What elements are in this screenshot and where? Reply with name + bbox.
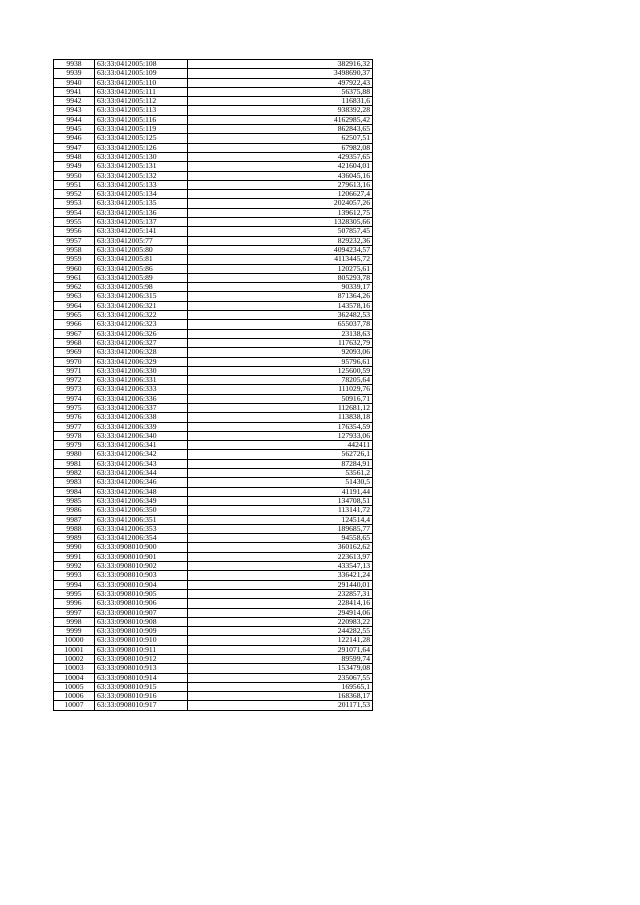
value-cell: 120275,61 xyxy=(188,264,373,273)
cadastral-number-cell: 63:33:0412005:137 xyxy=(95,218,188,227)
cadastral-number-cell: 63:33:0412006:322 xyxy=(95,311,188,320)
row-number-cell: 9956 xyxy=(54,227,95,236)
row-number-cell: 9949 xyxy=(54,162,95,171)
row-number-cell: 9995 xyxy=(54,589,95,598)
value-cell: 113838,18 xyxy=(188,413,373,422)
cadastral-number-cell: 63:33:0412005:133 xyxy=(95,180,188,189)
value-cell: 169565,1 xyxy=(188,682,373,691)
table-row xyxy=(54,87,373,96)
table-row xyxy=(54,162,373,171)
table-row xyxy=(54,394,373,403)
row-number-cell: 9977 xyxy=(54,422,95,431)
row-number-cell: 9973 xyxy=(54,385,95,394)
value-cell: 3498690,37 xyxy=(188,69,373,78)
row-number-cell: 9985 xyxy=(54,496,95,505)
value-cell: 113141,72 xyxy=(188,506,373,515)
table-row xyxy=(54,311,373,320)
value-cell: 112681,12 xyxy=(188,403,373,412)
value-cell: 125600,59 xyxy=(188,366,373,375)
row-number-cell: 9966 xyxy=(54,320,95,329)
value-cell: 442411 xyxy=(188,441,373,450)
value-cell: 67982,08 xyxy=(188,143,373,152)
table-row xyxy=(54,60,373,69)
value-cell: 223613,97 xyxy=(188,552,373,561)
row-number-cell: 9986 xyxy=(54,506,95,515)
row-number-cell: 10005 xyxy=(54,682,95,691)
value-cell: 56375,88 xyxy=(188,87,373,96)
cadastral-number-cell: 63:33:0412005:135 xyxy=(95,199,188,208)
row-number-cell: 9979 xyxy=(54,441,95,450)
row-number-cell: 9996 xyxy=(54,599,95,608)
cadastral-number-cell: 63:33:0412006:354 xyxy=(95,534,188,543)
value-cell: 41191,44 xyxy=(188,487,373,496)
cadastral-number-cell: 63:33:0412006:344 xyxy=(95,469,188,478)
table-row xyxy=(54,143,373,152)
table-row xyxy=(54,478,373,487)
table-row xyxy=(54,134,373,143)
value-cell: 360162,62 xyxy=(188,543,373,552)
row-number-cell: 9962 xyxy=(54,283,95,292)
row-number-cell: 9952 xyxy=(54,190,95,199)
table-row xyxy=(54,692,373,701)
cadastral-number-cell: 63:33:0412006:351 xyxy=(95,515,188,524)
row-number-cell: 9994 xyxy=(54,580,95,589)
value-cell: 117632,79 xyxy=(188,338,373,347)
value-cell: 50916,71 xyxy=(188,394,373,403)
value-cell: 62507,51 xyxy=(188,134,373,143)
value-cell: 111029,76 xyxy=(188,385,373,394)
cadastral-number-cell: 63:33:0412006:321 xyxy=(95,301,188,310)
table-row xyxy=(54,283,373,292)
value-cell: 2024057,26 xyxy=(188,199,373,208)
row-number-cell: 9976 xyxy=(54,413,95,422)
value-cell: 89599,74 xyxy=(188,655,373,664)
cadastral-number-cell: 63:33:0412005:119 xyxy=(95,125,188,134)
table-row xyxy=(54,403,373,412)
row-number-cell: 9943 xyxy=(54,106,95,115)
cadastral-number-cell: 63:33:0908010:912 xyxy=(95,655,188,664)
value-cell: 232857,31 xyxy=(188,589,373,598)
cadastral-number-cell: 63:33:0412005:134 xyxy=(95,190,188,199)
value-cell: 805293,78 xyxy=(188,273,373,282)
value-cell: 433547,13 xyxy=(188,562,373,571)
cadastral-number-cell: 63:33:0412006:328 xyxy=(95,348,188,357)
cadastral-number-cell: 63:33:0908010:904 xyxy=(95,580,188,589)
cadastral-number-cell: 63:33:0412005:132 xyxy=(95,171,188,180)
cadastral-number-cell: 63:33:0412005:77 xyxy=(95,236,188,245)
table-row xyxy=(54,450,373,459)
table-row xyxy=(54,255,373,264)
table-row xyxy=(54,264,373,273)
cadastral-number-cell: 63:33:0412005:136 xyxy=(95,208,188,217)
value-cell: 53561,2 xyxy=(188,469,373,478)
cadastral-number-cell: 63:33:0908010:907 xyxy=(95,608,188,617)
row-number-cell: 9954 xyxy=(54,208,95,217)
table-row xyxy=(54,543,373,552)
table-row xyxy=(54,329,373,338)
value-cell: 92093,06 xyxy=(188,348,373,357)
cadastral-number-cell: 63:33:0412006:340 xyxy=(95,431,188,440)
row-number-cell: 9944 xyxy=(54,115,95,124)
value-cell: 507857,45 xyxy=(188,227,373,236)
cadastral-number-cell: 63:33:0908010:908 xyxy=(95,617,188,626)
cadastral-number-cell: 63:33:0412005:89 xyxy=(95,273,188,282)
row-number-cell: 9948 xyxy=(54,152,95,161)
value-cell: 291071,64 xyxy=(188,645,373,654)
table-row xyxy=(54,208,373,217)
value-cell: 4094234,57 xyxy=(188,245,373,254)
value-cell: 562726,1 xyxy=(188,450,373,459)
cadastral-number-cell: 63:33:0908010:902 xyxy=(95,562,188,571)
row-number-cell: 9978 xyxy=(54,431,95,440)
cadastral-number-cell: 63:33:0412005:116 xyxy=(95,115,188,124)
value-cell: 168368,17 xyxy=(188,692,373,701)
table-body xyxy=(54,60,373,711)
table-row xyxy=(54,357,373,366)
cadastral-number-cell: 63:33:0908010:915 xyxy=(95,682,188,691)
value-cell: 127933,06 xyxy=(188,431,373,440)
table-row xyxy=(54,580,373,589)
cadastral-number-cell: 63:33:0908010:916 xyxy=(95,692,188,701)
row-number-cell: 10004 xyxy=(54,673,95,682)
table-row xyxy=(54,617,373,626)
cadastral-number-cell: 63:33:0412006:329 xyxy=(95,357,188,366)
row-number-cell: 9992 xyxy=(54,562,95,571)
cadastral-number-cell: 63:33:0412005:110 xyxy=(95,78,188,87)
value-cell: 235067,55 xyxy=(188,673,373,682)
row-number-cell: 9942 xyxy=(54,97,95,106)
value-cell: 862843,65 xyxy=(188,125,373,134)
row-number-cell: 9940 xyxy=(54,78,95,87)
cadastral-number-cell: 63:33:0908010:900 xyxy=(95,543,188,552)
value-cell: 78205,64 xyxy=(188,376,373,385)
table-row xyxy=(54,320,373,329)
value-cell: 153479,08 xyxy=(188,664,373,673)
row-number-cell: 9945 xyxy=(54,125,95,134)
table-row xyxy=(54,441,373,450)
table-row xyxy=(54,701,373,710)
row-number-cell: 10006 xyxy=(54,692,95,701)
value-cell: 244282,55 xyxy=(188,627,373,636)
cadastral-number-cell: 63:33:0412005:109 xyxy=(95,69,188,78)
row-number-cell: 9950 xyxy=(54,171,95,180)
cadastral-number-cell: 63:33:0412006:323 xyxy=(95,320,188,329)
row-number-cell: 10007 xyxy=(54,701,95,710)
table-row xyxy=(54,534,373,543)
row-number-cell: 9970 xyxy=(54,357,95,366)
cadastral-number-cell: 63:33:0412006:336 xyxy=(95,394,188,403)
value-cell: 655037,78 xyxy=(188,320,373,329)
row-number-cell: 9982 xyxy=(54,469,95,478)
row-number-cell: 9951 xyxy=(54,180,95,189)
cadastral-number-cell: 63:33:0908010:905 xyxy=(95,589,188,598)
cadastral-number-cell: 63:33:0412006:343 xyxy=(95,459,188,468)
cadastral-number-cell: 63:33:0412005:81 xyxy=(95,255,188,264)
row-number-cell: 9999 xyxy=(54,627,95,636)
table-row xyxy=(54,655,373,664)
table-row xyxy=(54,376,373,385)
value-cell: 124514,4 xyxy=(188,515,373,524)
value-cell: 4113445,72 xyxy=(188,255,373,264)
table-row xyxy=(54,97,373,106)
cadastral-number-cell: 63:33:0412005:130 xyxy=(95,152,188,161)
value-cell: 294914,06 xyxy=(188,608,373,617)
cadastral-number-cell: 63:33:0412006:315 xyxy=(95,292,188,301)
cadastral-number-cell: 63:33:0412006:342 xyxy=(95,450,188,459)
cadastral-number-cell: 63:33:0412006:331 xyxy=(95,376,188,385)
table-row xyxy=(54,180,373,189)
value-cell: 279613,16 xyxy=(188,180,373,189)
value-cell: 829232,36 xyxy=(188,236,373,245)
table-row xyxy=(54,664,373,673)
row-number-cell: 9967 xyxy=(54,329,95,338)
row-number-cell: 9968 xyxy=(54,338,95,347)
cadastral-number-cell: 63:33:0412006:333 xyxy=(95,385,188,394)
row-number-cell: 9946 xyxy=(54,134,95,143)
cadastral-number-cell: 63:33:0412006:339 xyxy=(95,422,188,431)
row-number-cell: 9953 xyxy=(54,199,95,208)
value-cell: 94558,65 xyxy=(188,534,373,543)
cadastral-number-cell: 63:33:0908010:906 xyxy=(95,599,188,608)
row-number-cell: 9975 xyxy=(54,403,95,412)
row-number-cell: 9965 xyxy=(54,311,95,320)
table-row xyxy=(54,682,373,691)
row-number-cell: 9984 xyxy=(54,487,95,496)
value-cell: 95796,61 xyxy=(188,357,373,366)
cadastral-number-cell: 63:33:0412006:326 xyxy=(95,329,188,338)
table-row xyxy=(54,589,373,598)
row-number-cell: 9960 xyxy=(54,264,95,273)
table-row xyxy=(54,636,373,645)
table-row xyxy=(54,524,373,533)
table-row xyxy=(54,413,373,422)
value-cell: 336421,24 xyxy=(188,571,373,580)
row-number-cell: 9947 xyxy=(54,143,95,152)
cadastral-number-cell: 63:33:0412006:346 xyxy=(95,478,188,487)
value-cell: 382916,32 xyxy=(188,60,373,69)
cadastral-number-cell: 63:33:0908010:901 xyxy=(95,552,188,561)
row-number-cell: 9991 xyxy=(54,552,95,561)
row-number-cell: 10001 xyxy=(54,645,95,654)
row-number-cell: 9959 xyxy=(54,255,95,264)
table-row xyxy=(54,627,373,636)
value-cell: 871364,26 xyxy=(188,292,373,301)
cadastral-number-cell: 63:33:0412005:126 xyxy=(95,143,188,152)
cadastral-number-cell: 63:33:0412005:108 xyxy=(95,60,188,69)
table-row xyxy=(54,608,373,617)
row-number-cell: 9983 xyxy=(54,478,95,487)
value-cell: 497922,43 xyxy=(188,78,373,87)
table-row xyxy=(54,645,373,654)
row-number-cell: 9981 xyxy=(54,459,95,468)
value-cell: 90339,17 xyxy=(188,283,373,292)
row-number-cell: 9941 xyxy=(54,87,95,96)
table-row xyxy=(54,245,373,254)
table-row xyxy=(54,469,373,478)
table-row xyxy=(54,227,373,236)
cadastral-number-cell: 63:33:0412005:113 xyxy=(95,106,188,115)
table-row xyxy=(54,115,373,124)
value-cell: 938392,28 xyxy=(188,106,373,115)
row-number-cell: 9980 xyxy=(54,450,95,459)
document-page xyxy=(53,59,373,711)
cadastral-number-cell: 63:33:0908010:909 xyxy=(95,627,188,636)
row-number-cell: 9989 xyxy=(54,534,95,543)
cadastral-number-cell: 63:33:0412006:350 xyxy=(95,506,188,515)
row-number-cell: 9974 xyxy=(54,394,95,403)
row-number-cell: 9969 xyxy=(54,348,95,357)
value-cell: 143578,16 xyxy=(188,301,373,310)
row-number-cell: 10003 xyxy=(54,664,95,673)
table-row xyxy=(54,78,373,87)
value-cell: 291440,01 xyxy=(188,580,373,589)
table-row xyxy=(54,431,373,440)
value-cell: 176354,59 xyxy=(188,422,373,431)
table-row xyxy=(54,366,373,375)
row-number-cell: 9998 xyxy=(54,617,95,626)
table-row xyxy=(54,273,373,282)
value-cell: 362482,53 xyxy=(188,311,373,320)
cadastral-number-cell: 63:33:0412005:98 xyxy=(95,283,188,292)
row-number-cell: 9988 xyxy=(54,524,95,533)
cadastral-number-cell: 63:33:0908010:913 xyxy=(95,664,188,673)
table-row xyxy=(54,152,373,161)
table-row xyxy=(54,459,373,468)
cadastral-number-cell: 63:33:0908010:914 xyxy=(95,673,188,682)
table-row xyxy=(54,106,373,115)
table-row xyxy=(54,292,373,301)
row-number-cell: 9963 xyxy=(54,292,95,301)
value-cell: 429357,65 xyxy=(188,152,373,161)
table-row xyxy=(54,190,373,199)
row-number-cell: 9955 xyxy=(54,218,95,227)
cadastral-number-cell: 63:33:0908010:903 xyxy=(95,571,188,580)
value-cell: 1328305,66 xyxy=(188,218,373,227)
cadastral-number-cell: 63:33:0412005:80 xyxy=(95,245,188,254)
value-cell: 189685,77 xyxy=(188,524,373,533)
value-cell: 421604,01 xyxy=(188,162,373,171)
table-row xyxy=(54,496,373,505)
cadastral-number-cell: 63:33:0908010:910 xyxy=(95,636,188,645)
table-row xyxy=(54,552,373,561)
value-cell: 87284,91 xyxy=(188,459,373,468)
value-cell: 134708,51 xyxy=(188,496,373,505)
cadastral-number-cell: 63:33:0412006:327 xyxy=(95,338,188,347)
row-number-cell: 9961 xyxy=(54,273,95,282)
table-row xyxy=(54,506,373,515)
value-cell: 220983,22 xyxy=(188,617,373,626)
cadastral-number-cell: 63:33:0412006:353 xyxy=(95,524,188,533)
row-number-cell: 9964 xyxy=(54,301,95,310)
table-row xyxy=(54,487,373,496)
table-row xyxy=(54,422,373,431)
table-row xyxy=(54,599,373,608)
value-cell: 122141,28 xyxy=(188,636,373,645)
cadastral-number-cell: 63:33:0908010:917 xyxy=(95,701,188,710)
cadastral-number-cell: 63:33:0412006:338 xyxy=(95,413,188,422)
value-cell: 228414,16 xyxy=(188,599,373,608)
cadastral-number-cell: 63:33:0412005:131 xyxy=(95,162,188,171)
row-number-cell: 10002 xyxy=(54,655,95,664)
row-number-cell: 9987 xyxy=(54,515,95,524)
table-row xyxy=(54,218,373,227)
value-cell: 139612,75 xyxy=(188,208,373,217)
cadastral-number-cell: 63:33:0412006:349 xyxy=(95,496,188,505)
cadastral-number-cell: 63:33:0412006:341 xyxy=(95,441,188,450)
value-cell: 436045,16 xyxy=(188,171,373,180)
cadastral-number-cell: 63:33:0412005:141 xyxy=(95,227,188,236)
table-row xyxy=(54,199,373,208)
row-number-cell: 9939 xyxy=(54,69,95,78)
table-row xyxy=(54,338,373,347)
table-row xyxy=(54,301,373,310)
row-number-cell: 9997 xyxy=(54,608,95,617)
table-row xyxy=(54,348,373,357)
cadastral-number-cell: 63:33:0412006:330 xyxy=(95,366,188,375)
table-row xyxy=(54,385,373,394)
row-number-cell: 9972 xyxy=(54,376,95,385)
cadastral-number-cell: 63:33:0412006:348 xyxy=(95,487,188,496)
cadastral-number-cell: 63:33:0412005:86 xyxy=(95,264,188,273)
row-number-cell: 9993 xyxy=(54,571,95,580)
cadastral-number-cell: 63:33:0412005:111 xyxy=(95,87,188,96)
value-cell: 4162985,42 xyxy=(188,115,373,124)
row-number-cell: 9958 xyxy=(54,245,95,254)
value-cell: 51430,5 xyxy=(188,478,373,487)
table-row xyxy=(54,562,373,571)
table-row xyxy=(54,69,373,78)
cadastral-number-cell: 63:33:0908010:911 xyxy=(95,645,188,654)
row-number-cell: 10000 xyxy=(54,636,95,645)
cadastral-table xyxy=(53,59,373,711)
value-cell: 201171,53 xyxy=(188,701,373,710)
cadastral-number-cell: 63:33:0412005:125 xyxy=(95,134,188,143)
row-number-cell: 9971 xyxy=(54,366,95,375)
value-cell: 116831,6 xyxy=(188,97,373,106)
value-cell: 1206627,4 xyxy=(188,190,373,199)
table-row xyxy=(54,673,373,682)
row-number-cell: 9990 xyxy=(54,543,95,552)
table-row xyxy=(54,171,373,180)
table-row xyxy=(54,236,373,245)
row-number-cell: 9957 xyxy=(54,236,95,245)
value-cell: 23138,63 xyxy=(188,329,373,338)
table-row xyxy=(54,515,373,524)
row-number-cell: 9938 xyxy=(54,60,95,69)
table-row xyxy=(54,125,373,134)
cadastral-number-cell: 63:33:0412005:112 xyxy=(95,97,188,106)
cadastral-number-cell: 63:33:0412006:337 xyxy=(95,403,188,412)
table-row xyxy=(54,571,373,580)
